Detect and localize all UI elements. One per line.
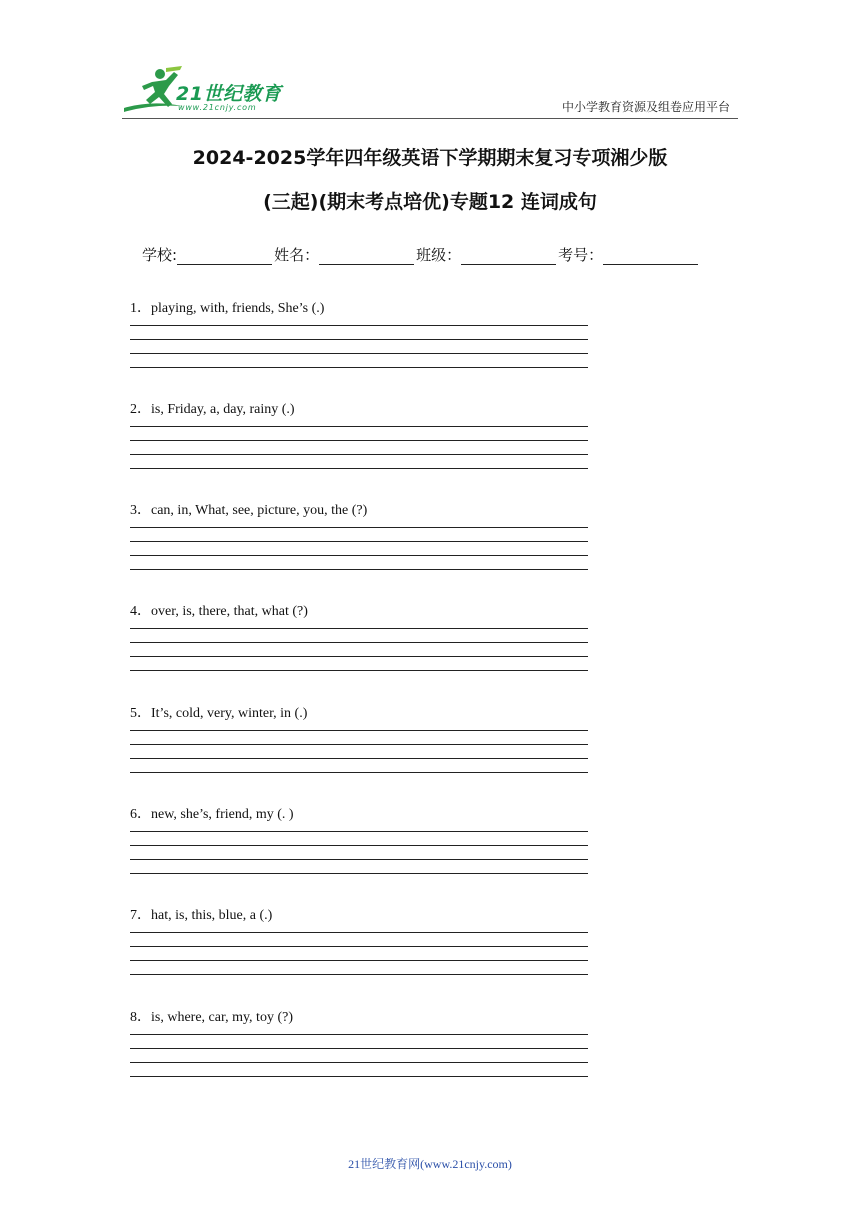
student-info-row <box>142 244 700 265</box>
exam-number-field[interactable] <box>558 244 700 265</box>
answer-line[interactable] <box>130 541 588 542</box>
question-number: 6． <box>130 807 151 822</box>
answer-lines[interactable] <box>130 831 590 874</box>
answer-lines[interactable] <box>130 426 590 469</box>
name-blank[interactable] <box>319 248 414 265</box>
page-header <box>0 0 860 120</box>
answer-line[interactable] <box>130 974 588 975</box>
question-prompt <box>130 499 590 519</box>
school-blank[interactable] <box>177 248 272 265</box>
page-title-line-1: 2024-2025学年四年级英语下学期期末复习专项湘少版 <box>192 147 668 169</box>
question-number: 7． <box>130 908 151 923</box>
question-words: It’s, cold, very, winter, in (.) <box>151 706 308 721</box>
answer-line[interactable] <box>130 1048 588 1049</box>
answer-line[interactable] <box>130 960 588 961</box>
answer-line[interactable] <box>130 932 588 933</box>
question-item <box>130 297 590 381</box>
answer-lines[interactable] <box>130 527 590 570</box>
page-footer[interactable]: 21世纪教育网(www.21cnjy.com) <box>348 1157 512 1171</box>
answer-line[interactable] <box>130 772 588 773</box>
question-number: 4． <box>130 604 151 619</box>
answer-line[interactable] <box>130 670 588 671</box>
answer-line[interactable] <box>130 555 588 556</box>
answer-line[interactable] <box>130 744 588 745</box>
answer-lines[interactable] <box>130 932 590 975</box>
logo-text: 21世纪教育 <box>176 83 282 105</box>
question-prompt <box>130 297 590 317</box>
answer-line[interactable] <box>130 367 588 368</box>
answer-line[interactable] <box>130 859 588 860</box>
name-label: 姓名： <box>274 246 320 264</box>
answer-line[interactable] <box>130 1034 588 1035</box>
question-item <box>130 904 590 988</box>
class-blank[interactable] <box>461 248 556 265</box>
answer-line[interactable] <box>130 325 588 326</box>
answer-line[interactable] <box>130 353 588 354</box>
question-words: can, in, What, see, picture, you, the (?) <box>151 503 368 518</box>
question-words: over, is, there, that, what (?) <box>151 604 308 619</box>
answer-line[interactable] <box>130 946 588 947</box>
question-prompt <box>130 702 590 722</box>
question-number: 5． <box>130 706 151 721</box>
answer-line[interactable] <box>130 656 588 657</box>
question-prompt <box>130 803 590 823</box>
question-prompt <box>130 600 590 620</box>
answer-lines[interactable] <box>130 628 590 671</box>
question-item <box>130 803 590 887</box>
question-prompt <box>130 904 590 924</box>
question-item <box>130 1006 590 1090</box>
answer-line[interactable] <box>130 527 588 528</box>
answer-line[interactable] <box>130 628 588 629</box>
answer-line[interactable] <box>130 758 588 759</box>
answer-lines[interactable] <box>130 730 590 773</box>
question-prompt <box>130 1006 590 1026</box>
school-field[interactable] <box>142 244 274 265</box>
answer-line[interactable] <box>130 569 588 570</box>
question-number: 2． <box>130 402 151 417</box>
page-title-line-2: (三起)(期末考点培优)专题12 连词成句 <box>263 191 597 213</box>
answer-line[interactable] <box>130 873 588 874</box>
logo-url: www.21cnjy.com <box>178 103 257 112</box>
answer-line[interactable] <box>130 642 588 643</box>
question-number: 3． <box>130 503 151 518</box>
name-field[interactable] <box>274 244 416 265</box>
question-item <box>130 600 590 684</box>
school-label: 学校: <box>142 246 178 264</box>
question-number: 8． <box>130 1010 151 1025</box>
platform-name: 中小学教育资源及组卷应用平台 <box>561 100 730 114</box>
answer-line[interactable] <box>130 831 588 832</box>
answer-line[interactable] <box>130 730 588 731</box>
answer-line[interactable] <box>130 1062 588 1063</box>
question-words: playing, with, friends, She’s (.) <box>151 301 325 316</box>
class-field[interactable] <box>416 244 558 265</box>
question-words: hat, is, this, blue, a (.) <box>151 908 273 923</box>
answer-lines[interactable] <box>130 1034 590 1077</box>
class-label: 班级： <box>416 246 462 264</box>
answer-line[interactable] <box>130 1076 588 1077</box>
answer-line[interactable] <box>130 426 588 427</box>
question-words: is, Friday, a, day, rainy (.) <box>151 402 295 417</box>
answer-line[interactable] <box>130 845 588 846</box>
answer-line[interactable] <box>130 468 588 469</box>
answer-line[interactable] <box>130 339 588 340</box>
question-words: is, where, car, my, toy (?) <box>151 1010 293 1025</box>
exam-number-blank[interactable] <box>603 248 698 265</box>
exam-number-label: 考号： <box>558 246 604 264</box>
header-divider <box>122 118 738 119</box>
question-item <box>130 702 590 786</box>
question-number: 1． <box>130 301 151 316</box>
answer-line[interactable] <box>130 454 588 455</box>
answer-line[interactable] <box>130 440 588 441</box>
question-item <box>130 398 590 482</box>
question-words: new, she’s, friend, my (. ) <box>151 807 294 822</box>
question-prompt <box>130 398 590 418</box>
answer-lines[interactable] <box>130 325 590 368</box>
question-item <box>130 499 590 583</box>
